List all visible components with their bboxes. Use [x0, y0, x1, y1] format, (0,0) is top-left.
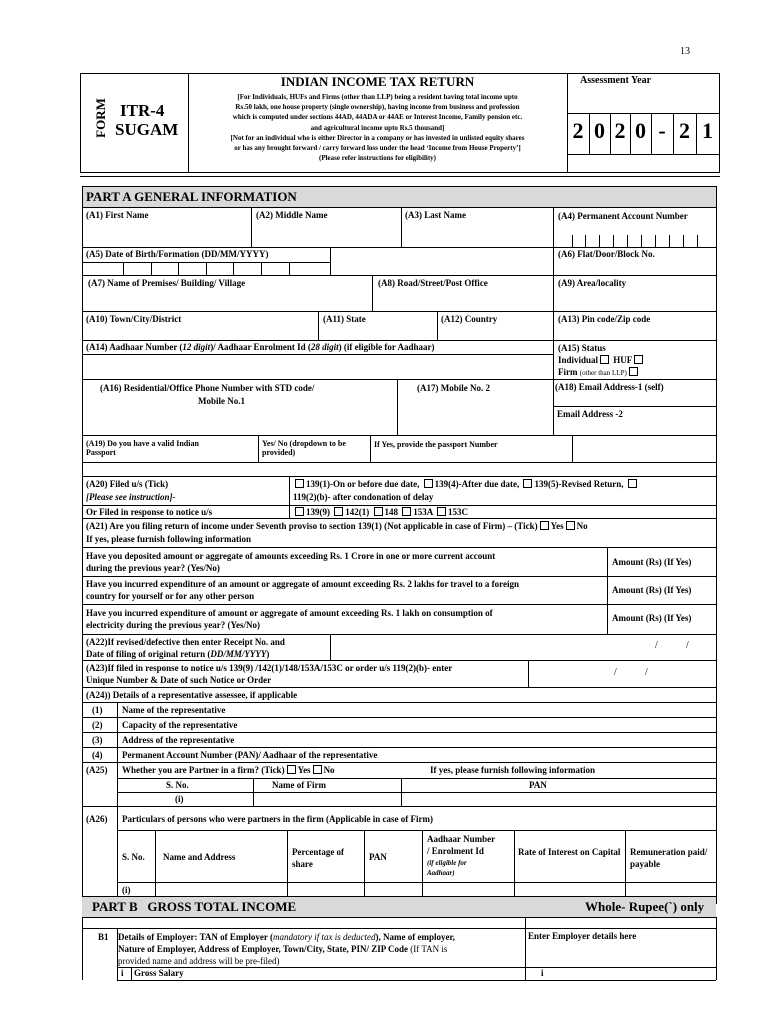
gross-salary-right-no: i [541, 968, 544, 978]
a25-firm-header: Name of Firm [272, 780, 326, 790]
a15-status-row2: Firm (other than LLP) [558, 367, 640, 377]
question-current-account: Have you deposited amount or aggregate of amounts exceeding Rs. 1 Crore in one or more current account during the previous year? (Yes/No) [86, 551, 496, 573]
question-electricity: Have you incurred expenditure of amount or aggregate of amount exceeding Rs. 1 lakh on consumption of electricity during the previous year? (Yes/No) [86, 608, 493, 630]
a19-label: (A19) Do you have a valid Indian Passport [86, 439, 199, 457]
a16-label: (A16) Residential/Office Phone Number with STD code/ [100, 383, 315, 393]
a22-label: (A22)If revised/defective then enter Receipt No. and Date of filing of original return (DD/MM/YYYY) [86, 637, 285, 659]
huf-checkbox[interactable] [634, 355, 643, 364]
a15-label: (A15) Status [558, 343, 606, 353]
a25-pan-header: PAN [529, 780, 547, 790]
rep-2-no: (2) [92, 720, 103, 730]
a12-label: (A12) Country [441, 314, 498, 324]
gross-salary-no: i [121, 968, 124, 978]
a9-label: (A9) Area/locality [558, 278, 627, 288]
142-1-checkbox[interactable] [334, 507, 343, 516]
a15-status-row1: Individual HUF [558, 355, 645, 365]
a26-pct-header: Percentage of share [292, 847, 345, 869]
a22-date-slash-1: / [655, 640, 658, 651]
a24-label: (A24)) Details of a representative assessee, if applicable [86, 690, 298, 700]
gross-salary-label: Gross Salary [134, 968, 184, 978]
a23-date-slash-2: / [645, 667, 648, 678]
a21-label: (A21) Are you filing return of income under Seventh proviso to section 139(1) (Not applicable in case of Firm) – (Tick) Yes No [86, 521, 588, 531]
a21-no-checkbox[interactable] [566, 521, 575, 530]
139-1-checkbox[interactable] [295, 479, 304, 488]
a22-date-slash-2: / [686, 640, 689, 651]
a17-label: (A17) Mobile No. 2 [417, 383, 490, 393]
part-b-whole-rupee: Whole- Rupee(`) only [585, 899, 705, 914]
139-9-checkbox[interactable] [295, 507, 304, 516]
a25-label: Whether you are Partner in a firm? (Tick) Yes No [122, 765, 335, 775]
148-checkbox[interactable] [374, 507, 383, 516]
question-foreign-travel: Have you incurred expenditure of an amount or aggregate of amount exceeding Rs. 2 lakhs for travel to a foreign country for yourself or for any other person [86, 579, 519, 601]
rep-1-no: (1) [92, 705, 103, 715]
rep-4-label: Permanent Account Number (PAN)/ Aadhaar of the representative [122, 750, 378, 760]
a26-name-header: Name and Address [163, 852, 236, 862]
a23-label: (A23)If filed in response to notice u/s 139(9) /142(1)/148/153A/153C or order u/s 119(2)(b)- enter Unique Number & Date of such Notice or Order [86, 663, 453, 685]
a26-row-i: (i) [122, 885, 131, 895]
assessment-year-label: Assessment Year [580, 75, 652, 86]
a25-yes-checkbox[interactable] [287, 765, 296, 774]
rep-3-label: Address of the representative [122, 735, 235, 745]
a26-label: Particulars of persons who were partners in the firm (Applicable in case of Firm) [122, 814, 434, 824]
rep-2-label: Capacity of the representative [122, 720, 238, 730]
assessment-year-value: 2 0 2 0 - 2 1 [572, 118, 713, 143]
a25-no-checkbox[interactable] [313, 765, 322, 774]
a11-label: (A11) State [323, 314, 366, 324]
a4-label: (A4) Permanent Account Number [558, 211, 688, 221]
passport-number-label: If Yes, provide the passport Number [374, 440, 498, 449]
a26-remuneration-header: Remuneration paid/ payable [630, 847, 708, 869]
a6-label: (A6) Flat/Door/Block No. [558, 249, 655, 259]
a25-right-label: If yes, please furnish following information [430, 765, 596, 775]
a8-label: (A8) Road/Street/Post Office [378, 278, 488, 288]
b1-no: B1 [98, 932, 109, 942]
rep-1-label: Name of the representative [122, 705, 226, 715]
b1-label: Details of Employer: TAN of Employer (mandatory if tax is deducted), Name of employer, Nature of Employer, Address of Employer, Town/City, State, PIN/ ZIP Code (If TAN is provided name and address will be pre-filed) [118, 932, 455, 966]
a20-instruction: [Please see instruction]- [86, 492, 176, 502]
a1-label: (A1) First Name [86, 210, 149, 220]
a2-label: (A2) Middle Name [256, 210, 328, 220]
a26-no: (A26) [86, 814, 108, 824]
amount-label-3: Amount (Rs) (If Yes) [612, 613, 692, 623]
form-label: FORM [93, 98, 108, 138]
a23-date-slash-1: / [614, 667, 617, 678]
individual-checkbox[interactable] [600, 355, 609, 364]
a18-label: (A18) Email Address-1 (self) [555, 382, 664, 392]
a26-sno-header: S. No. [122, 852, 145, 862]
a26-rate-header: Rate of Interest on Capital [518, 847, 621, 857]
a5-label: (A5) Date of Birth/Formation (DD/MM/YYYY) [86, 249, 269, 259]
139-4-checkbox[interactable] [424, 479, 433, 488]
a16-label-line2: Mobile No.1 [198, 396, 245, 406]
form-title: INDIAN INCOME TAX RETURN [280, 74, 475, 89]
a25-no: (A25) [86, 765, 108, 775]
a26-aadhaar-header: Aadhaar Number / Enrolment Id (if eligible for Aadhaar) [427, 834, 496, 877]
notice-label: Or Filed in response to notice u/s [86, 507, 213, 517]
a25-sno-header: S. No. [166, 780, 189, 790]
page-number: 13 [680, 46, 690, 57]
passport-yes-no-dropdown[interactable]: Yes/ No (dropdown to be provided) [262, 439, 346, 457]
a13-label: (A13) Pin code/Zip code [558, 314, 651, 324]
part-b-title: PART B GROSS TOTAL INCOME [92, 899, 297, 914]
a26-pan-header: PAN [369, 852, 387, 862]
rep-3-no: (3) [92, 735, 103, 745]
a14-label: (A14) Aadhaar Number (12 digit)/ Aadhaar Enrolment Id (28 digit) (if eligible for Aadhaar) [86, 342, 435, 352]
rep-4-no: (4) [92, 750, 103, 760]
form-name: SUGAM [115, 120, 179, 139]
a10-label: (A10) Town/City/District [86, 314, 182, 324]
a25-row-i: (i) [175, 794, 184, 804]
firm-checkbox[interactable] [629, 367, 638, 376]
amount-label-2: Amount (Rs) (If Yes) [612, 585, 692, 595]
notice-options: 139(9) 142(1) 148 153A 153C [293, 507, 468, 517]
employer-details-input[interactable]: Enter Employer details here [528, 931, 637, 941]
amount-label-1: Amount (Rs) (If Yes) [612, 557, 692, 567]
a20-line2: 119(2)(b)- after condonation of delay [293, 492, 434, 502]
email-2-label: Email Address -2 [557, 409, 623, 419]
153a-checkbox[interactable] [402, 507, 411, 516]
119-2-b-checkbox[interactable] [628, 479, 637, 488]
part-a-title: PART A GENERAL INFORMATION [86, 189, 297, 204]
153c-checkbox[interactable] [437, 507, 446, 516]
a3-label: (A3) Last Name [405, 210, 466, 220]
a21-followup: If yes, please furnish following information [86, 534, 252, 544]
a21-yes-checkbox[interactable] [540, 521, 549, 530]
a7-label: (A7) Name of Premises/ Building/ Village [88, 278, 246, 288]
a20-options: 139(1)-On or before due date, 139(4)-After due date, 139(5)-Revised Return, [293, 479, 639, 489]
form-code: ITR-4 [120, 101, 165, 120]
form-description: [For Individuals, HUFs and Firms (other than LLP) being a resident having total income upto Rs.50 lakh, one house property (single ownership), having income from business and profession which is computed under sections 44AD, 44ADA or 44AE or Interest Income, Family pension etc. and agricultural income upto Rs.5 thousand] [Not for an individual who is either Director in a company or has invested in unlisted equity shares or has any brought forward / carry forward loss under the head ‘Income from House Property’] (Please refer instructions for eligibility) [230, 93, 525, 163]
a20-label: (A20) Filed u/s (Tick) [86, 479, 169, 489]
139-5-checkbox[interactable] [523, 479, 532, 488]
